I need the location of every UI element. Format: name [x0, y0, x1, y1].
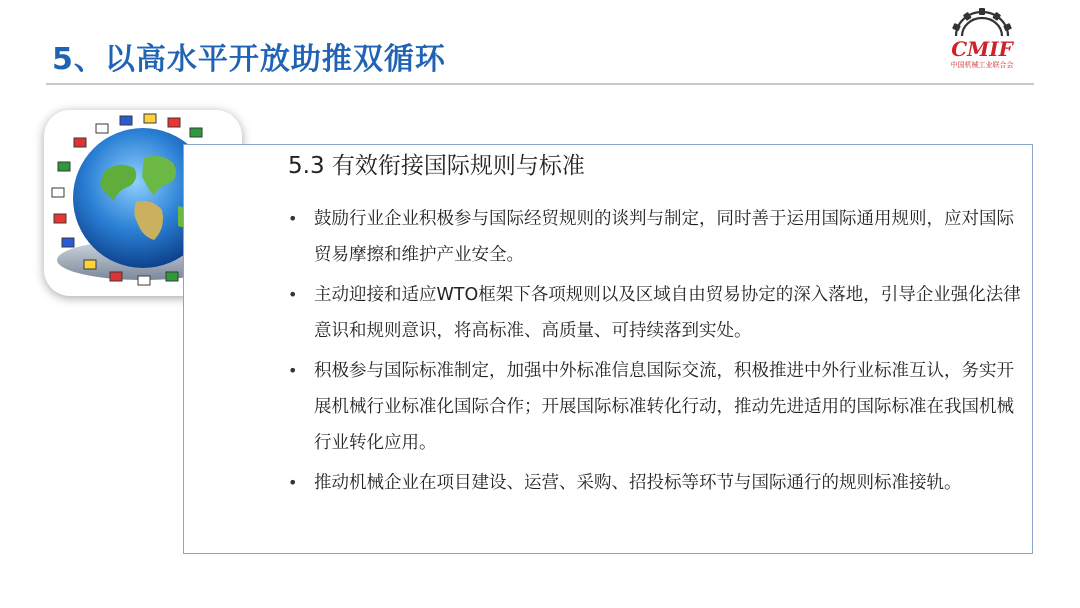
list-item	[284, 465, 1026, 501]
content-box	[183, 144, 1033, 554]
bullet-marker: •	[288, 361, 298, 380]
logo-caption: 中国机械工业联合会	[950, 61, 1014, 69]
section-heading: 5.3 有效衔接国际规则与标准	[288, 153, 585, 179]
list-item	[284, 353, 1026, 461]
bullet-marker: •	[288, 473, 298, 492]
cmif-logo	[934, 6, 1030, 72]
gear-icon	[934, 6, 1030, 62]
slide-title: 5、以高水平开放助推双循环	[52, 42, 446, 77]
bullet-marker: •	[288, 209, 298, 228]
logo-wordmark: CMIF	[951, 37, 1013, 61]
bullet-list	[284, 201, 1026, 505]
bullet-text: 推动机械企业在项目建设、运营、采购、招投标等环节与国际通行的规则标准接轨。	[314, 473, 962, 493]
bullet-text: 鼓励行业企业积极参与国际经贸规则的谈判与制定，同时善于运用国际通用规则，应对国际贸易摩擦和维护产业安全。	[314, 209, 1014, 265]
bullet-marker: •	[288, 285, 298, 304]
bullet-text: 主动迎接和适应WTO框架下各项规则以及区域自由贸易协定的深入落地，引导企业强化法律意识和规则意识，将高标准、高质量、可持续落到实处。	[314, 285, 1021, 341]
bullet-text: 积极参与国际标准制定，加强中外标准信息国际交流，积极推进中外行业标准互认，务实开展机械行业标准化国际合作；开展国际标准转化行动，推动先进适用的国际标准在我国机械行业转化应用。	[314, 361, 1014, 453]
list-item	[284, 201, 1026, 273]
list-item	[284, 277, 1026, 349]
title-divider	[46, 83, 1034, 85]
